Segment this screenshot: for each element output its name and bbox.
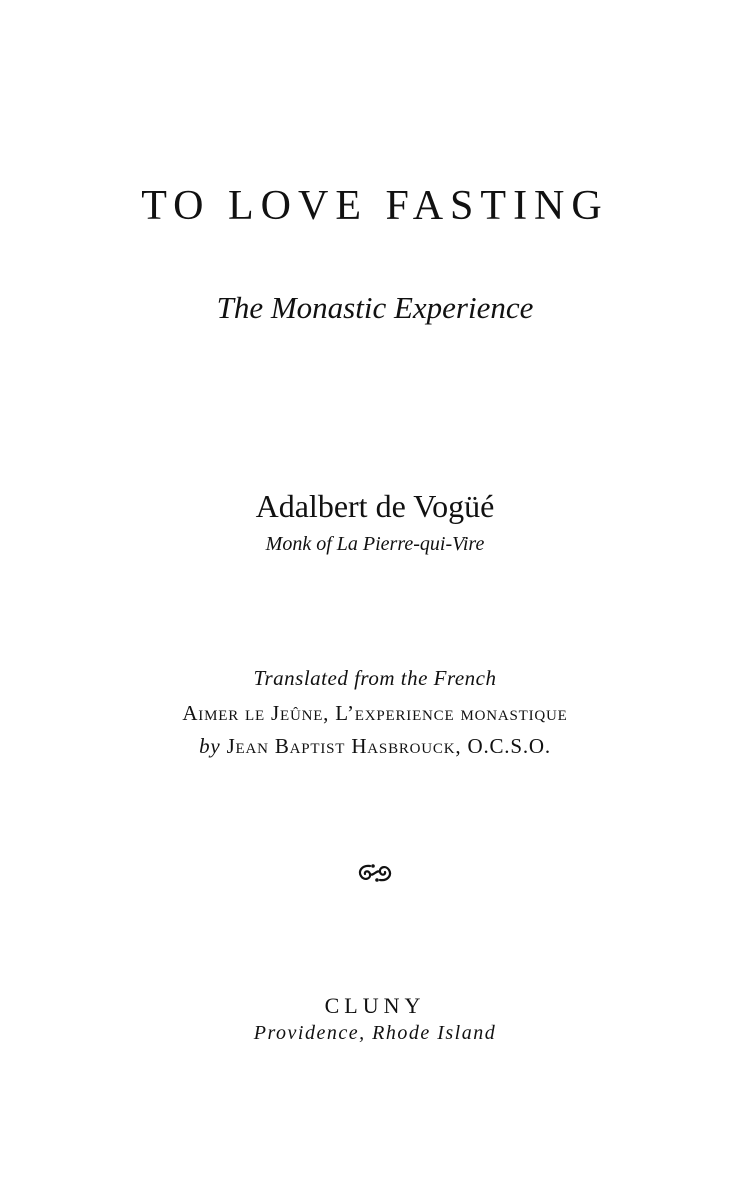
original-title: Aimer le Jeûne, L’experience monastique: [182, 701, 568, 725]
author-affiliation: Monk of La Pierre-qui-Vire: [265, 533, 485, 555]
publisher-place: Providence, Rhode Island: [253, 1022, 497, 1044]
book-title: TO LOVE FASTING: [141, 183, 609, 229]
translation-note: Translated from the French: [253, 666, 497, 690]
author-name: Adalbert de Vogüé: [255, 488, 495, 524]
fleuron-icon: [0, 858, 750, 892]
publisher-name: CLUNY: [324, 993, 426, 1018]
book-subtitle: The Monastic Experience: [216, 290, 534, 325]
translator-credit: [0, 734, 750, 759]
translator-by-label: by: [199, 734, 221, 758]
translator-name: Jean Baptist Hasbrouck, O.C.S.O.: [226, 734, 551, 758]
